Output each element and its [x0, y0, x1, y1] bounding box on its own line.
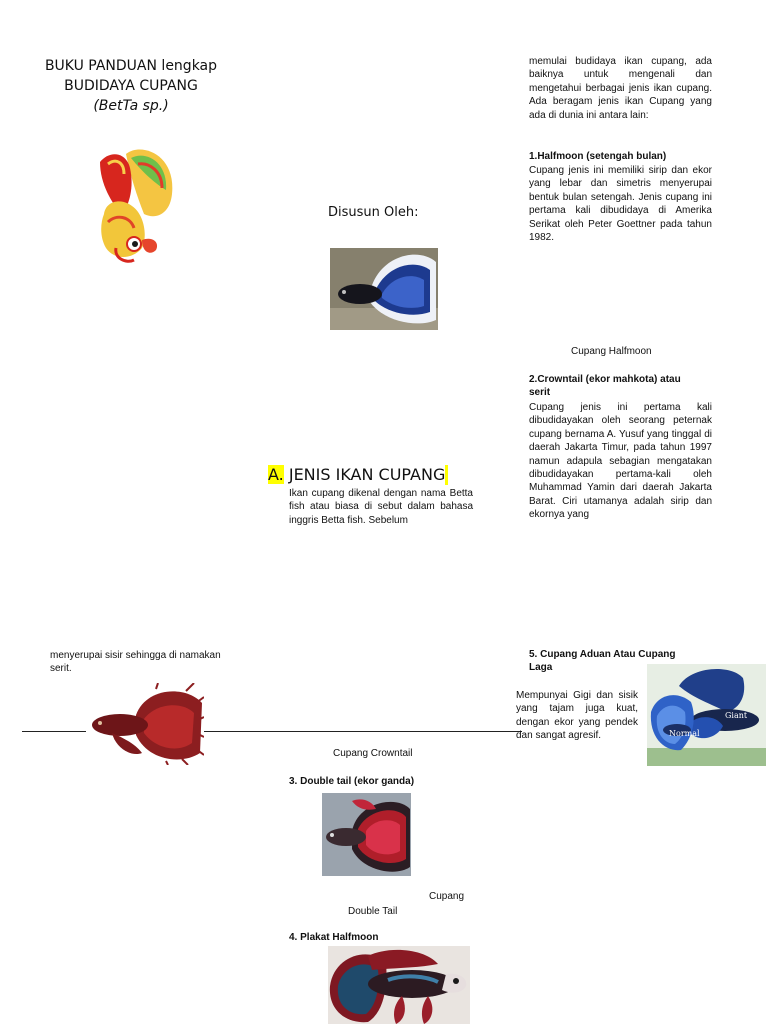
section-heading-text: JENIS IKAN CUPANG [288, 465, 446, 484]
crowntail-continued: menyerupai sisir sehingga di namakan serit. [50, 650, 221, 675]
aduan-text: Mempunyai Gigi dan sisik yang tajam juga kuat, dengan ekor yang pendek dan sangat agresif. [516, 690, 638, 742]
aduan-photo [647, 664, 766, 766]
aduan-title-line2: Laga [529, 661, 553, 673]
halfmoon-text: Cupang jenis ini memiliki sirip dan ekor yang lebar dan simetris menyerupai bentuk bulan setengah. Jenis cupang ini pertama kali dibudidaya di Amerika Serikat oleh Peter Goettner pada tahun 1982. [529, 165, 712, 244]
section-letter: A. [268, 465, 284, 484]
plakat-photo [328, 946, 470, 1024]
crowntail-title: 2.Crowntail (ekor mahkota) atau serit [529, 374, 681, 398]
crowntail-text: Cupang jenis ini pertama kali dibudidayakan oleh seorang peternak cupang bernama A. Yusuf yang tinggal di daerah Jakarta Timur, pada tahun 1997 namun adapula sebagian mengatakan dibudidayakan pertama-kali oleh Muhammad Yamin dari daerah Jakarta Barat. Ciri utamanya adalah sirip dan ekornya yang [529, 402, 712, 521]
photo-label-giant: Giant [725, 711, 748, 720]
section-heading [268, 465, 448, 485]
doubletail-caption-2: Double Tail [348, 906, 398, 917]
halfmoon-title: 1.Halfmoon (setengah bulan) [529, 151, 667, 162]
photo-label-normal: Normal [669, 729, 700, 738]
aduan-title-line1: 5. Cupang Aduan Atau Cupang [529, 649, 676, 660]
cover-title-line1: BUKU PANDUAN lengkap [44, 58, 218, 74]
doubletail-photo [322, 793, 411, 876]
cover-betta-illustration [86, 144, 176, 266]
cover-title-line3: (BetTa sp.) [93, 98, 169, 114]
doubletail-caption-1: Cupang [429, 891, 465, 902]
halfmoon-photo [330, 248, 438, 330]
section-intro: Ikan cupang dikenal dengan nama Betta fish atau biasa di sebut dalam bahasa inggris Betta fish. Sebelum [289, 488, 473, 526]
cover-title-line2: BUDIDAYA CUPANG [64, 78, 198, 94]
cover-title [20, 56, 242, 116]
plakat-title: 4. Plakat Halfmoon [289, 932, 379, 943]
crowntail-caption: Cupang Crowntail [333, 748, 413, 759]
intro-continued: memulai budidaya ikan cupang, ada baiknya untuk mengenali dan mengetahui berbagai jenis ikan cupang. Ada beragam jenis ikan Cupang yang ada di dunia ini antara lain: [529, 56, 712, 121]
doubletail-title: 3. Double tail (ekor ganda) [289, 776, 415, 787]
compiled-by-label: Disusun Oleh: [328, 205, 419, 220]
halfmoon-caption: Cupang Halfmoon [571, 346, 652, 357]
crowntail-photo [86, 683, 204, 765]
